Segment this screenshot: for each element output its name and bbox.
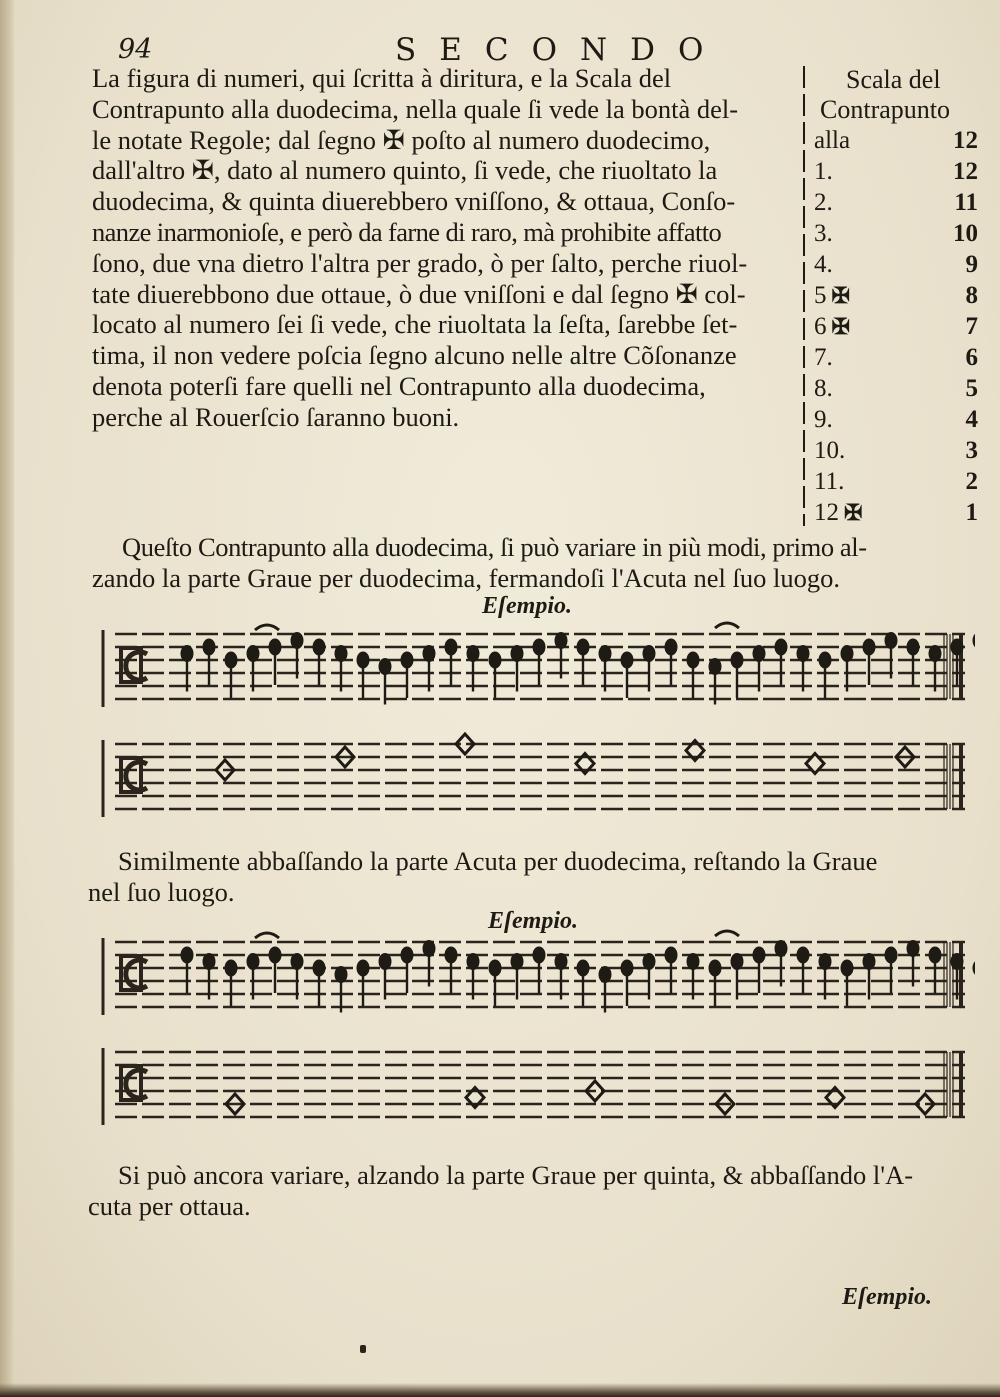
scale-right-number: 8 — [965, 282, 978, 309]
scale-left-cell — [814, 282, 850, 310]
note-head — [313, 639, 326, 656]
scale-row — [814, 127, 982, 158]
music-example-2 — [95, 920, 975, 1150]
scale-title: Scala del — [846, 65, 941, 94]
text-line: nel ſuo luogo. — [88, 876, 235, 907]
note-head — [775, 940, 788, 957]
music-example-1 — [95, 612, 975, 827]
note-head — [709, 658, 722, 675]
scale-left-cell — [814, 344, 838, 372]
text-line: zando la parte Graue per duodecima, fermandoſi l'Acuta nel ſuo luogo. — [92, 562, 840, 593]
note-head — [269, 947, 282, 964]
cross-mark-icon: ✠ — [831, 283, 850, 308]
example-label: Eſempio. — [842, 1284, 932, 1310]
note-head — [863, 639, 876, 656]
note-head — [357, 960, 370, 977]
fermata-icon — [715, 931, 739, 936]
paragraph-4 — [88, 1160, 914, 1222]
note-head — [313, 960, 326, 977]
scale-left-number: 4. — [814, 251, 833, 278]
text-line: duodecima, & quinta diuerebbero vniſſono, & ottaua, Conſo- — [92, 186, 736, 217]
note-head — [929, 947, 942, 964]
scale-right-number: 2 — [965, 468, 978, 495]
note-head — [687, 953, 700, 970]
note-head — [709, 960, 722, 977]
scale-row — [814, 406, 982, 437]
note-head — [445, 639, 458, 656]
scale-left-cell — [814, 468, 849, 496]
note-head — [401, 652, 414, 669]
scale-left-number: 7. — [814, 344, 833, 371]
paragraph-1 — [92, 63, 804, 433]
scale-left-number: 3. — [814, 220, 833, 247]
note-head — [467, 953, 480, 970]
cross-mark-icon: ✠ — [831, 314, 850, 339]
scale-left-cell — [814, 127, 855, 155]
note-head — [533, 947, 546, 964]
note-head — [753, 947, 766, 964]
fermata-icon — [255, 625, 279, 630]
note-head — [973, 960, 976, 977]
scale-row — [814, 437, 982, 468]
note-head — [203, 953, 216, 970]
scale-row — [814, 313, 982, 344]
scale-left-number: 9. — [814, 406, 833, 433]
note-head — [555, 953, 568, 970]
note-head — [181, 947, 194, 964]
mensuration-sign-icon — [126, 652, 147, 680]
page-number: 94 — [118, 34, 153, 65]
paragraph-3 — [88, 846, 878, 908]
note-head — [841, 960, 854, 977]
note-head — [951, 639, 964, 656]
note-head — [643, 953, 656, 970]
fermata-icon — [255, 933, 279, 938]
scale-left-number: 2. — [814, 189, 833, 216]
note-head — [379, 953, 392, 970]
paragraph-2 — [92, 532, 867, 594]
note-head — [533, 639, 546, 656]
note-head — [577, 639, 590, 656]
text-line: ſono, due vna dietro l'altra per grado, ò per ſalto, perche riuol- — [92, 247, 748, 278]
note-head — [973, 632, 976, 649]
mensuration-sign-icon — [126, 1070, 147, 1098]
example-label: Eſempio. — [482, 593, 572, 619]
scale-left-cell — [814, 220, 838, 248]
note-head — [269, 639, 282, 656]
text-line: Si può ancora variare, alzando la parte Graue per quinta, & abbaſſando l'A- — [118, 1160, 914, 1190]
text-line: cuta per ottaua. — [88, 1190, 251, 1221]
scale-right-number: 11 — [954, 189, 978, 216]
note-head — [731, 652, 744, 669]
scale-left-cell — [814, 375, 838, 403]
note-head — [181, 645, 194, 662]
scale-right-number: 1 — [965, 499, 978, 526]
scale-left-number: alla — [814, 127, 851, 154]
scale-left-cell — [814, 437, 850, 465]
note-head — [357, 652, 370, 669]
scale-right-number: 9 — [965, 251, 978, 278]
note-head — [225, 960, 238, 977]
scale-row — [814, 344, 982, 375]
note-head — [907, 940, 920, 957]
note-head — [247, 953, 260, 970]
note-head — [335, 966, 348, 983]
scale-right-number: 7 — [965, 313, 978, 340]
note-head — [401, 947, 414, 964]
note-head — [467, 645, 480, 662]
note-head — [929, 645, 942, 662]
note-head — [797, 645, 810, 662]
note-head — [511, 645, 524, 662]
page-gutter — [0, 0, 14, 1397]
note-head — [885, 947, 898, 964]
note-head — [225, 652, 238, 669]
text-line: perche al Rouerſcio ſaranno buoni. — [92, 401, 460, 432]
note-head — [423, 940, 436, 957]
scale-row — [814, 251, 982, 282]
ink-spot — [360, 1345, 366, 1353]
scale-right-number: 6 — [965, 344, 978, 371]
note-head — [291, 632, 304, 649]
example-label: Eſempio. — [488, 908, 578, 934]
note-head — [599, 645, 612, 662]
page-edge — [0, 1383, 1000, 1397]
note-head — [753, 645, 766, 662]
note-head — [841, 645, 854, 662]
scale-left-number: 5 — [814, 282, 827, 309]
note-head — [379, 658, 392, 675]
text-line: locato al numero ſei ſi vede, che riuoltata la ſeſta, ſarebbe ſet- — [92, 309, 738, 340]
scale-row — [814, 375, 982, 406]
note-head — [907, 639, 920, 656]
note-head — [621, 652, 634, 669]
text-line: La figura di numeri, qui ſcritta à diritura, e la Scala del — [92, 63, 672, 93]
scale-left-cell — [814, 313, 850, 341]
fermata-icon — [715, 623, 739, 628]
scale-row — [814, 468, 982, 499]
scale-right-number: 5 — [965, 375, 978, 402]
note-head — [665, 639, 678, 656]
scale-left-cell — [814, 251, 838, 279]
running-title: SECONDO — [395, 32, 727, 68]
note-head — [797, 947, 810, 964]
text-line: dall'altro ✠, dato al numero quinto, ſi vede, che riuoltato la — [92, 155, 718, 186]
scale-left-number: 1. — [814, 158, 833, 185]
note-head — [775, 639, 788, 656]
note-head — [665, 947, 678, 964]
note-head — [489, 652, 502, 669]
note-head — [599, 966, 612, 983]
scale-row — [814, 158, 982, 189]
note-head — [445, 947, 458, 964]
scale-left-number: 10. — [814, 437, 846, 464]
note-head — [885, 632, 898, 649]
scale-row — [814, 499, 982, 530]
scale-left-cell — [814, 189, 838, 217]
note-head — [291, 953, 304, 970]
note-head — [819, 953, 832, 970]
text-line: Queſto Contrapunto alla duodecima, ſi può variare in più modi, primo al- — [122, 532, 867, 562]
scale-right-number: 12 — [953, 127, 978, 154]
note-head — [511, 953, 524, 970]
note-head — [555, 632, 568, 649]
note-head — [247, 645, 260, 662]
scale-table — [814, 127, 982, 530]
text-line: le notate Regole; dal ſegno ✠ poſto al numero duodecimo, — [92, 124, 711, 155]
note-head — [577, 960, 590, 977]
text-line: denota poterſi fare quelli nel Contrapunto alla duodecima, — [92, 370, 706, 401]
note-head — [423, 645, 436, 662]
note-head — [819, 652, 832, 669]
scale-left-number: 6 — [814, 313, 827, 340]
text-line: nanze inarmonioſe, e però da farne di raro, mà prohibite affatto — [92, 216, 722, 247]
scale-right-number: 10 — [953, 220, 978, 247]
note-head — [621, 960, 634, 977]
note-head — [489, 960, 502, 977]
text-line: Similmente abbaſſando la parte Acuta per duodecima, reſtando la Graue — [118, 846, 878, 876]
note-head — [643, 645, 656, 662]
scale-left-cell — [814, 158, 838, 186]
scale-right-number: 4 — [965, 406, 978, 433]
note-head — [863, 953, 876, 970]
mensuration-sign-icon — [126, 960, 147, 988]
scale-left-number: 8. — [814, 375, 833, 402]
text-line: tate diuerebbono due ottaue, ò due vniſſoni e dal ſegno ✠ col- — [92, 278, 746, 309]
scale-row — [814, 220, 982, 251]
scale-left-cell — [814, 499, 862, 527]
scale-right-number: 12 — [953, 158, 978, 185]
cross-mark-icon: ✠ — [844, 500, 863, 525]
note-head — [951, 953, 964, 970]
scale-right-number: 3 — [965, 437, 978, 464]
scale-row — [814, 189, 982, 220]
mensuration-sign-icon — [126, 762, 147, 790]
scale-subtitle: Contrapunto — [820, 95, 950, 124]
note-head — [687, 652, 700, 669]
scale-left-number: 11. — [814, 468, 845, 495]
scale-row — [814, 282, 982, 313]
column-rule — [803, 66, 805, 526]
scale-left-number: 12 — [814, 499, 839, 526]
scale-left-cell — [814, 406, 838, 434]
note-head — [335, 645, 348, 662]
text-line: Contrapunto alla duodecima, nella quale ſi vede la bontà del- — [92, 93, 739, 124]
text-line: tima, il non vedere poſcia ſegno alcuno nelle altre Cõſonanze — [92, 340, 737, 371]
note-head — [203, 639, 216, 656]
note-head — [731, 953, 744, 970]
